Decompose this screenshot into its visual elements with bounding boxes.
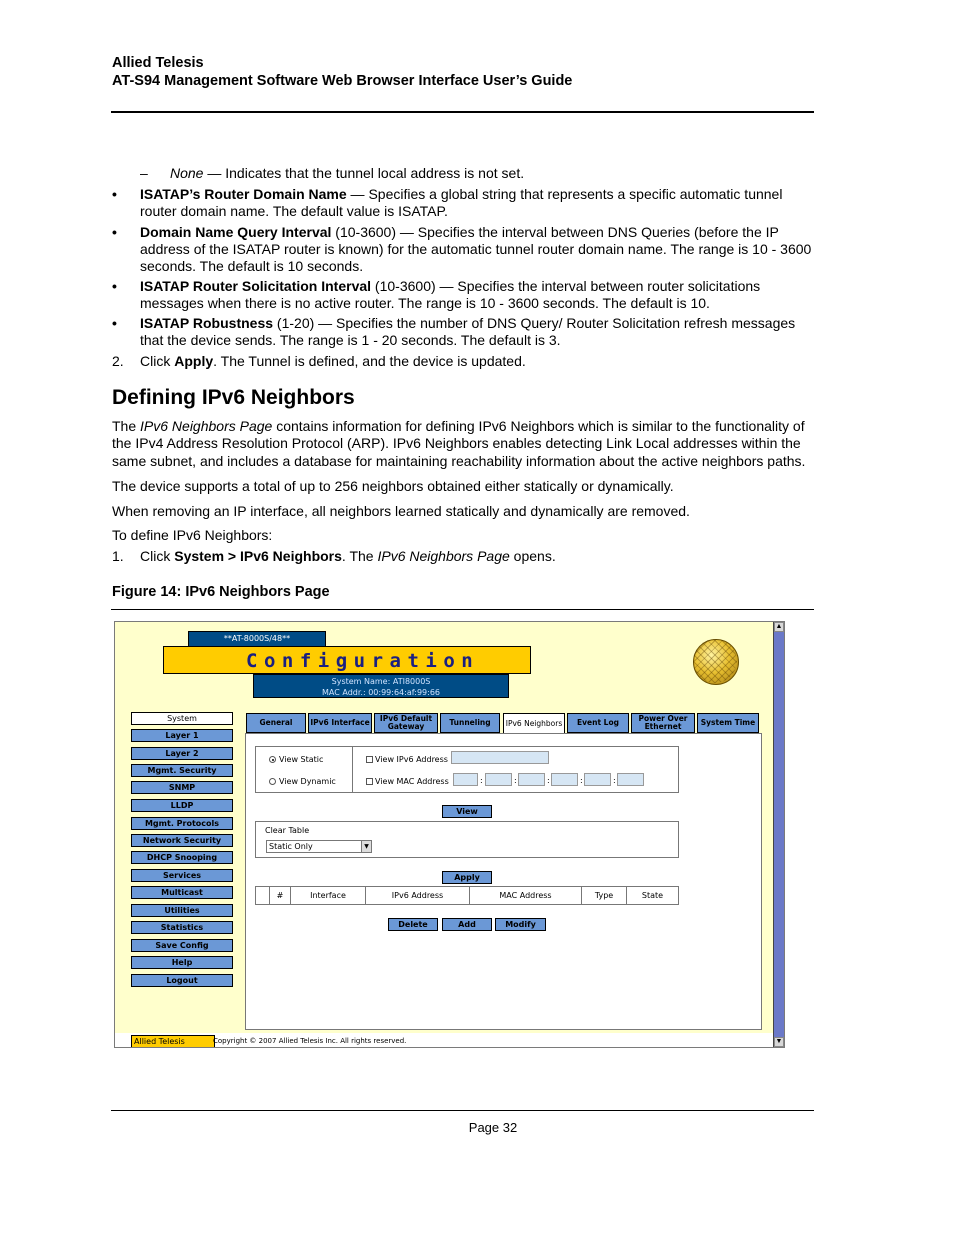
tab-system-time[interactable]: System Time xyxy=(697,713,759,733)
sidebar-item-utilities[interactable]: Utilities xyxy=(131,904,233,917)
sidebar-item-lldp[interactable]: LLDP xyxy=(131,799,233,812)
sidebar-item-multicast[interactable]: Multicast xyxy=(131,886,233,899)
view-ipv6-address-label: View IPv6 Address xyxy=(375,755,448,764)
bullet-continuation: messages when there is no active router. The range is 10 - 3600 seconds. The default is 10. xyxy=(140,295,710,311)
page-number: Page 32 xyxy=(468,1120,518,1135)
view-ipv6-address-checkbox[interactable] xyxy=(366,756,373,763)
column-header: Interface xyxy=(291,887,366,904)
tab-ipv6-default-gateway[interactable]: IPv6 Default Gateway xyxy=(374,713,438,733)
step-text: Click Apply. The Tunnel is defined, and the device is updated. xyxy=(140,353,526,369)
sidebar-item-network-security[interactable]: Network Security xyxy=(131,834,233,847)
bullet-marker: • xyxy=(112,186,117,202)
clear-table-label: Clear Table xyxy=(265,826,310,835)
bullet-item: ISATAP’s Router Domain Name — Specifies a global string that represents a specific automatic tunnel xyxy=(140,186,783,202)
mac-separator: : xyxy=(480,776,483,785)
column-header: # xyxy=(270,887,291,904)
sidebar-item-layer-2[interactable]: Layer 2 xyxy=(131,747,233,760)
dash-bullet: – xyxy=(140,165,148,181)
tab-event-log[interactable]: Event Log xyxy=(567,713,629,733)
column-header: State xyxy=(641,891,664,900)
delete-button[interactable]: Delete xyxy=(388,918,438,931)
view-static-label: View Static xyxy=(279,755,324,764)
mac-octet-6-input[interactable] xyxy=(617,773,644,786)
step-number: 1. xyxy=(112,548,124,564)
sidebar-item-statistics[interactable]: Statistics xyxy=(131,921,233,934)
system-info-box xyxy=(253,674,509,698)
globe-grid-icon xyxy=(693,639,737,683)
sidebar-item-help[interactable]: Help xyxy=(131,956,233,969)
sidebar-item-snmp[interactable]: SNMP xyxy=(131,781,233,794)
configuration-banner: Configuration xyxy=(163,646,531,674)
view-mac-address-checkbox[interactable] xyxy=(366,778,373,785)
figure-caption: Figure 14: IPv6 Neighbors Page xyxy=(112,584,330,600)
sidebar-item-services[interactable]: Services xyxy=(131,869,233,882)
step-text: Click System > IPv6 Neighbors. The IPv6 Neighbors Page opens. xyxy=(140,548,556,564)
sidebar-item-layer-1[interactable]: Layer 1 xyxy=(131,729,233,742)
bullet-continuation: that the device sends. The range is 1 - 20 seconds. The default is 3. xyxy=(140,332,561,348)
mac-octet-4-input[interactable] xyxy=(551,773,578,786)
paragraph: The IPv6 Neighbors Page contains information for defining IPv6 Neighbors which is similar to the functionality of xyxy=(112,418,805,434)
chevron-down-icon[interactable]: ▼ xyxy=(361,841,371,852)
clear-table-value: Static Only xyxy=(269,842,313,851)
scroll-down-icon[interactable]: ▼ xyxy=(775,1038,783,1045)
tab-general[interactable]: General xyxy=(246,713,306,733)
paragraph: When removing an IP interface, all neighbors learned statically and dynamically are removed. xyxy=(112,503,690,519)
mac-separator: : xyxy=(613,776,616,785)
bullet-continuation: address of the ISATAP router is known) for the automatic tunnel router domain name. The range is 10 - 3600 xyxy=(140,241,812,257)
ipv6-address-input[interactable] xyxy=(451,751,549,764)
mac-octet-5-input[interactable] xyxy=(584,773,611,786)
paragraph: The device supports a total of up to 256 neighbors obtained either statically or dynamically. xyxy=(112,478,674,494)
vertical-scrollbar[interactable] xyxy=(773,622,784,1047)
footer-rule xyxy=(111,1110,814,1111)
clear-table-box xyxy=(255,821,679,858)
bullet-item: Domain Name Query Interval (10-3600) — Specifies the interval between DNS Queries (before the IP xyxy=(140,224,779,240)
bullet-marker: • xyxy=(112,224,117,240)
neighbors-table-header xyxy=(255,886,679,905)
bullet-marker: • xyxy=(112,315,117,331)
bullet-marker: • xyxy=(112,278,117,294)
view-static-radio[interactable] xyxy=(269,756,276,763)
paragraph: To define IPv6 Neighbors: xyxy=(112,527,273,543)
bullet-item: ISATAP Robustness (1-20) — Specifies the number of DNS Query/ Router Solicitation refresh messages xyxy=(140,315,796,331)
view-mac-address-label: View MAC Address xyxy=(375,777,449,786)
dash-item: None — Indicates that the tunnel local address is not set. xyxy=(170,165,525,181)
company-name: Allied Telesis xyxy=(112,55,204,71)
mac-separator: : xyxy=(514,776,517,785)
view-button[interactable]: View xyxy=(442,805,492,818)
bullet-continuation: seconds. The default is 10 seconds. xyxy=(140,258,364,274)
device-name-label: **AT-8000S/48** xyxy=(188,631,326,647)
step-number: 2. xyxy=(112,353,124,369)
figure-rule xyxy=(111,609,814,610)
apply-button[interactable]: Apply xyxy=(442,871,492,884)
mac-octet-1-input[interactable] xyxy=(453,773,478,786)
mac-separator: : xyxy=(580,776,583,785)
sidebar-item-logout[interactable]: Logout xyxy=(131,974,233,987)
divider xyxy=(352,747,353,792)
sidebar-item-dhcp-snooping[interactable]: DHCP Snooping xyxy=(131,851,233,864)
sidebar-item-mgmt-security[interactable]: Mgmt. Security xyxy=(131,764,233,777)
section-heading: Defining IPv6 Neighbors xyxy=(112,386,355,409)
bullet-continuation: router domain name. The default value is ISATAP. xyxy=(140,203,448,219)
mac-separator: : xyxy=(547,776,550,785)
column-blank xyxy=(256,887,270,904)
sidebar-item-system[interactable]: System xyxy=(131,712,233,725)
view-dynamic-label: View Dynamic xyxy=(279,777,336,786)
column-header: IPv6 Address xyxy=(366,887,470,904)
scroll-up-icon[interactable]: ▲ xyxy=(775,623,783,630)
sidebar-item-save-config[interactable]: Save Config xyxy=(131,939,233,952)
mac-address: MAC Addr.: 00:99:64:af:99:66 xyxy=(322,688,440,697)
tab-ipv6-neighbors[interactable]: IPv6 Neighbors xyxy=(503,713,565,734)
ipv6-neighbors-screenshot xyxy=(114,621,785,1048)
view-dynamic-radio[interactable] xyxy=(269,778,276,785)
mac-octet-3-input[interactable] xyxy=(518,773,545,786)
add-button[interactable]: Add xyxy=(442,918,492,931)
system-name: System Name: ATI8000S xyxy=(331,677,431,686)
sidebar-item-mgmt-protocols[interactable]: Mgmt. Protocols xyxy=(131,817,233,830)
mac-octet-2-input[interactable] xyxy=(485,773,512,786)
tab-tunneling[interactable]: Tunneling xyxy=(440,713,500,733)
column-header: MAC Address xyxy=(470,887,582,904)
bullet-item: ISATAP Router Solicitation Interval (10-3600) — Specifies the interval between router solicitations xyxy=(140,278,761,294)
header-rule xyxy=(111,111,814,113)
allied-telesis-logo: Allied Telesis xyxy=(131,1035,215,1048)
tab-power-over-ethernet[interactable]: Power Over Ethernet xyxy=(631,713,695,733)
tab-ipv6-interface[interactable]: IPv6 Interface xyxy=(308,713,372,733)
modify-button[interactable]: Modify xyxy=(495,918,546,931)
paragraph-line: the IPv4 Address Resolution Protocol (ARP). IPv6 Neighbors enables detecting Link Local addresses within the xyxy=(112,435,801,451)
clear-table-select[interactable] xyxy=(266,840,372,853)
column-header: Type xyxy=(582,887,627,904)
view-filter-box xyxy=(255,746,679,793)
copyright-text: Copyright © 2007 Allied Telesis Inc. All rights reserved. xyxy=(213,1037,407,1045)
guide-title: AT-S94 Management Software Web Browser Interface User’s Guide xyxy=(112,73,573,89)
paragraph-line: same subnet, and includes a database for maintaining reachability information about the active neighbors paths. xyxy=(112,453,806,469)
